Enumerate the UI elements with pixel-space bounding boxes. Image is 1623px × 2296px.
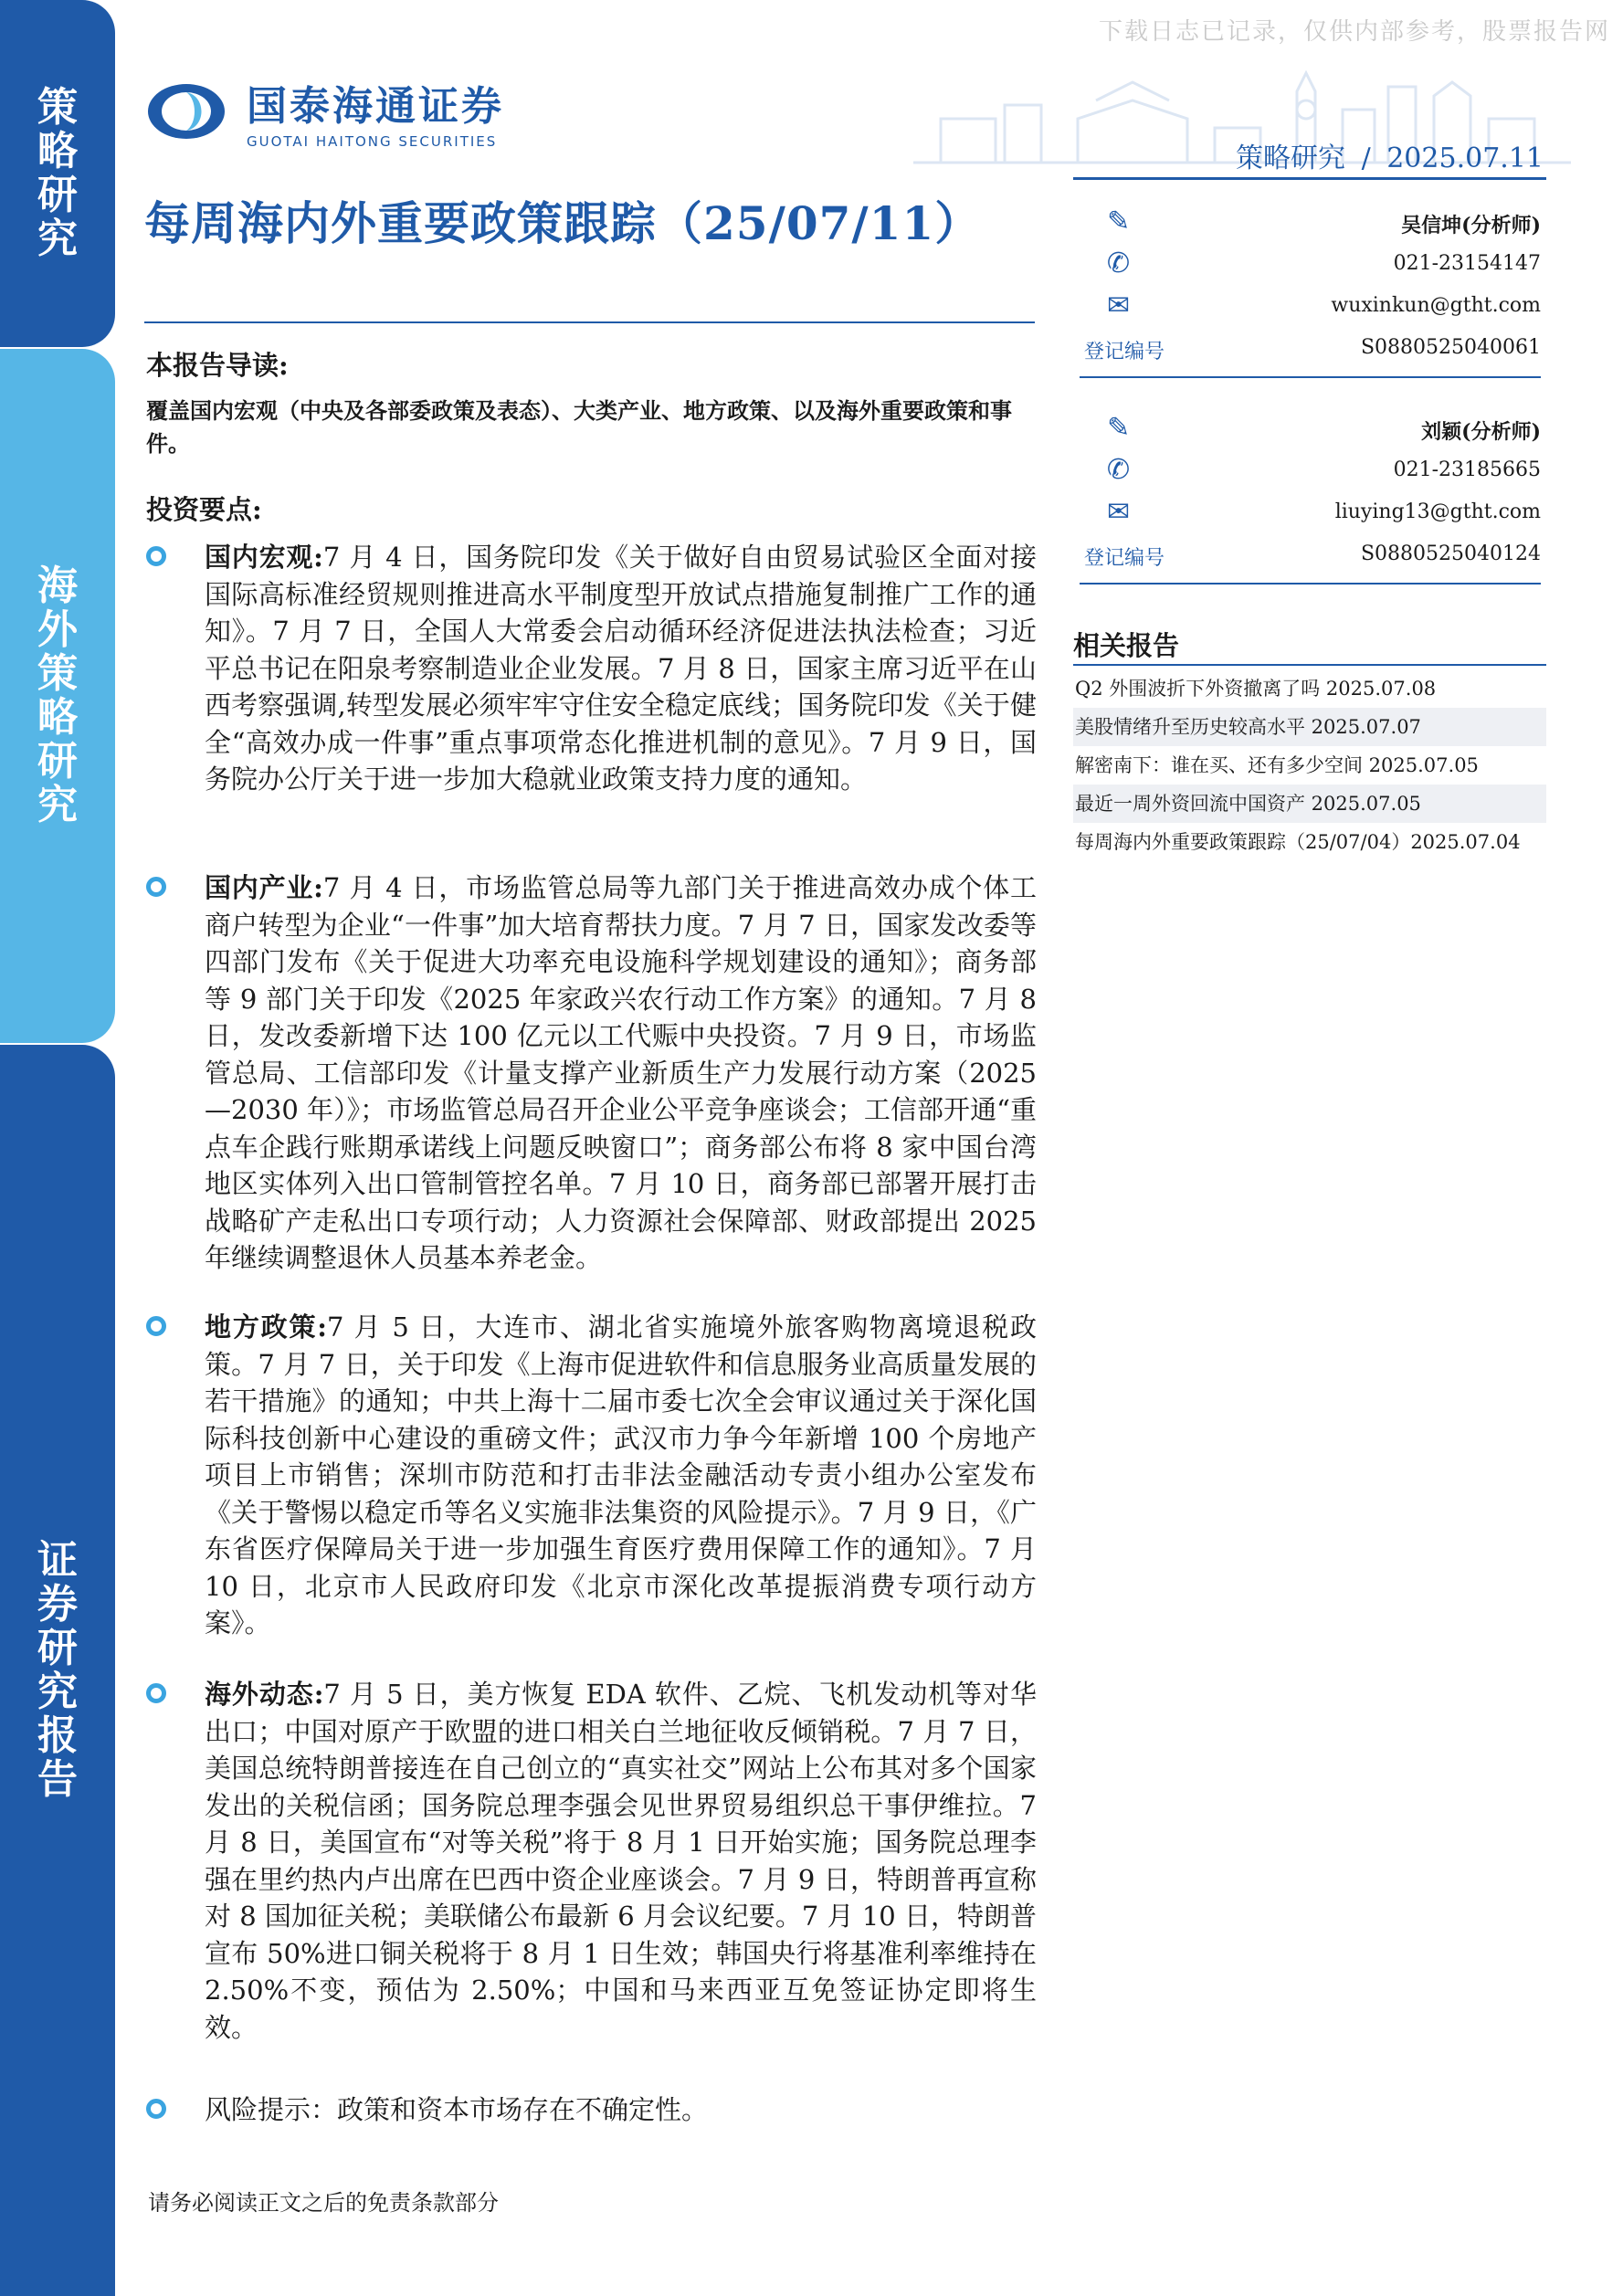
related-list: [1073, 669, 1546, 861]
side-tab-char: 研: [37, 1625, 78, 1671]
side-tab-char: 策: [37, 650, 78, 697]
guide-heading: 本报告导读:: [146, 350, 289, 381]
side-tab-char: 券: [37, 1581, 78, 1627]
point-label: 国内宏观:: [205, 542, 323, 573]
report-date: 2025.07.11: [1386, 142, 1544, 174]
analyst-phone: 021-23154147: [1393, 252, 1541, 275]
related-item[interactable]: Q2 外围波折下外资撤离了吗 2025.07.08: [1075, 678, 1437, 700]
side-tab-char: 策: [37, 84, 78, 131]
side-tab-report: [0, 1045, 115, 2296]
disclaimer-note: 请务必阅读正文之后的免责条款部分: [148, 2190, 499, 2216]
point-overseas: [146, 1676, 1037, 2046]
analyst-name: 刘颖(分析师): [1421, 420, 1541, 444]
point-domestic-industry: [146, 869, 1037, 1277]
title-rule: [144, 321, 1035, 323]
analyst-rule: [1080, 376, 1541, 378]
point-text: 风险提示：政策和资本市场存在不确定性。: [205, 2094, 709, 2125]
logo-cn-text: 国泰海通证券: [247, 83, 504, 130]
point-text: 7 月 4 日，市场监管总局等九部门关于推进高效办成个体工商户转型为企业“一件事”加大培育帮扶力度。7 月 7 日，国家发改委等四部门发布《关于促进大功率充电设施科学规划建设的通知》；商务部等 9 部门关于印发《2025 年家政兴农行动工作方案》的通知。7 月 8 日，发改委新增下达 100 亿元以工代赈中央投资。7 月 9 日，市场监管总局、工信部印发《计量支撑产业新质生产力发展行动方案（2025—2030 年）》；市场监管总局召开企业公平竞争座谈会；工信部开通“重点车企践行账期承诺线上问题反映窗口”；商务部公布将 8 家中国台湾地区实体列入出口管制管控名单。7 月 10 日，商务部已部署开展打击战略矿产走私出口专项行动；人力资源社会保障部、财政部提出 2025 年继续调整退休人员基本养老金。: [205, 872, 1037, 1273]
related-item[interactable]: 解密南下：谁在买、还有多少空间 2025.07.05: [1075, 754, 1479, 776]
related-item[interactable]: 最近一周外资回流中国资产 2025.07.05: [1073, 785, 1546, 823]
pen-icon: ✎: [1107, 412, 1131, 444]
company-logo: [144, 73, 504, 150]
analyst-phone: 021-23185665: [1393, 458, 1541, 481]
side-tab-char: 究: [37, 782, 78, 828]
side-tab-char: 研: [37, 738, 78, 785]
analyst-email[interactable]: liuying13@gtht.com: [1334, 500, 1541, 523]
point-label: 地方政策:: [205, 1311, 327, 1343]
side-tab-char: 略: [37, 694, 78, 741]
side-tab-char: 外: [37, 606, 78, 653]
logo-mark-icon: [144, 79, 236, 143]
watermark: 下载日志已记录，仅供内部参考，股票报告网: [1098, 18, 1610, 46]
reg-label: 登记编号: [1084, 547, 1165, 570]
side-tab-char: 证: [37, 1537, 78, 1584]
bullet-icon: [146, 2099, 166, 2119]
analyst-email[interactable]: wuxinkun@gtht.com: [1331, 294, 1541, 317]
point-risk: [146, 2091, 1037, 2129]
point-text: 7 月 4 日，国务院印发《关于做好自由贸易试验区全面对接国际高标准经贸规则推进高水平制度型开放试点措施复制推广工作的通知》。7 月 7 日，全国人大常委会启动循环经济促进法执法检查；习近平总书记在阳泉考察制造业企业发展。7 月 8 日，国家主席习近平在山西考察强调,转型发展必须牢牢守住安全稳定底线；国务院印发《关于健全“高效办成一件事”重点事项常态化推进机制的意见》。7 月 9 日，国务院办公厅关于进一步加大稳就业政策支持力度的通知。: [205, 542, 1037, 795]
bullet-icon: [146, 546, 166, 566]
analyst-rule: [1080, 583, 1541, 585]
analyst-card: [1080, 407, 1541, 585]
side-tab-char: 研: [37, 172, 78, 218]
report-category: 策略研究: [1236, 142, 1346, 174]
analyst-card: [1080, 201, 1541, 378]
side-tab-char: 告: [37, 1756, 78, 1803]
side-tab-strategy: [0, 0, 115, 347]
point-label: 海外动态:: [205, 1679, 324, 1710]
related-rule: [1073, 664, 1546, 666]
point-text: 7 月 5 日，美方恢复 EDA 软件、乙烷、飞机发动机等对华出口；中国对原产于欧盟的进口相关白兰地征收反倾销税。7 月 7 日，美国总统特朗普接连在自己创立的“真实社交”网站上公布其对多个国家发出的关税信函；国务院总理李强会见世界贸易组织总干事伊维拉。7 月 8 日，美国宣布“对等关税”将于 8 月 1 日开始实施；国务院总理李强在里约热内卢出席在巴西中资企业座谈会。7 月 9 日，特朗普再宣称对 8 国加征关税；美联储公布最新 6 月会议纪要。7 月 10 日，特朗普宣布 50%进口铜关税将于 8 月 1 日生效；韩国央行将基准利率维持在 2.50%不变，预估为 2.50%；中国和马来西亚互免签证协定即将生效。: [205, 1679, 1037, 2043]
point-domestic-macro: [146, 539, 1037, 798]
side-tab-char: 究: [37, 216, 78, 262]
bullet-icon: [146, 1316, 166, 1336]
logo-en-text: GUOTAI HAITONG SECURITIES: [247, 133, 498, 150]
analyst-reg-no: S0880525040061: [1360, 336, 1541, 359]
related-heading: 相关报告: [1073, 630, 1180, 661]
side-tab-overseas: [0, 349, 115, 1043]
related-item[interactable]: 每周海内外重要政策跟踪（25/07/04）2025.07.04: [1075, 831, 1521, 853]
report-title: 每周海内外重要政策跟踪（25/07/11）: [144, 196, 982, 250]
guide-text: 覆盖国内宏观（中央及各部委政策及表态）、大类产业、地方政策、以及海外重要政策和事件。: [146, 397, 1012, 457]
bullet-icon: [146, 877, 166, 897]
mail-icon: ✉: [1107, 290, 1131, 321]
header-separator: /: [1361, 142, 1371, 174]
phone-icon: ✆: [1107, 454, 1131, 486]
point-local-policy: [146, 1309, 1037, 1642]
side-tab-char: 海: [37, 563, 78, 609]
bullet-icon: [146, 1683, 166, 1703]
pen-icon: ✎: [1107, 205, 1131, 237]
mail-icon: ✉: [1107, 496, 1131, 528]
analyst-name: 吴信坤(分析师): [1401, 214, 1541, 237]
side-tab-char: 究: [37, 1669, 78, 1715]
analyst-reg-no: S0880525040124: [1360, 542, 1541, 565]
point-text: 7 月 5 日，大连市、湖北省实施境外旅客购物离境退税政策。7 月 7 日，关于印发《上海市促进软件和信息服务业高质量发展的若干措施》的通知；中共上海十二届市委七次全会审议通过关于深化国际科技创新中心建设的重磅文件；武汉市力争今年新增 100 个房地产项目上市销售；深圳市防范和打击非法金融活动专责小组办公室发布《关于警惕以稳定币等名义实施非法集资的风险提示》。7 月 9 日，《广东省医疗保障局关于进一步加强生育医疗费用保障工作的通知》。7 月 10 日，北京市人民政府印发《北京市深化改革提振消费专项行动方案》。: [205, 1311, 1037, 1638]
reg-label: 登记编号: [1084, 341, 1165, 363]
header-rule: [1073, 177, 1546, 180]
points-heading: 投资要点:: [146, 494, 262, 525]
side-tab-char: 略: [37, 128, 78, 174]
side-tab-char: 报: [37, 1712, 78, 1759]
report-category-date: [1236, 135, 1544, 175]
point-label: 国内产业:: [205, 872, 323, 903]
related-item[interactable]: 美股情绪升至历史较高水平 2025.07.07: [1073, 708, 1546, 746]
phone-icon: ✆: [1107, 248, 1131, 279]
